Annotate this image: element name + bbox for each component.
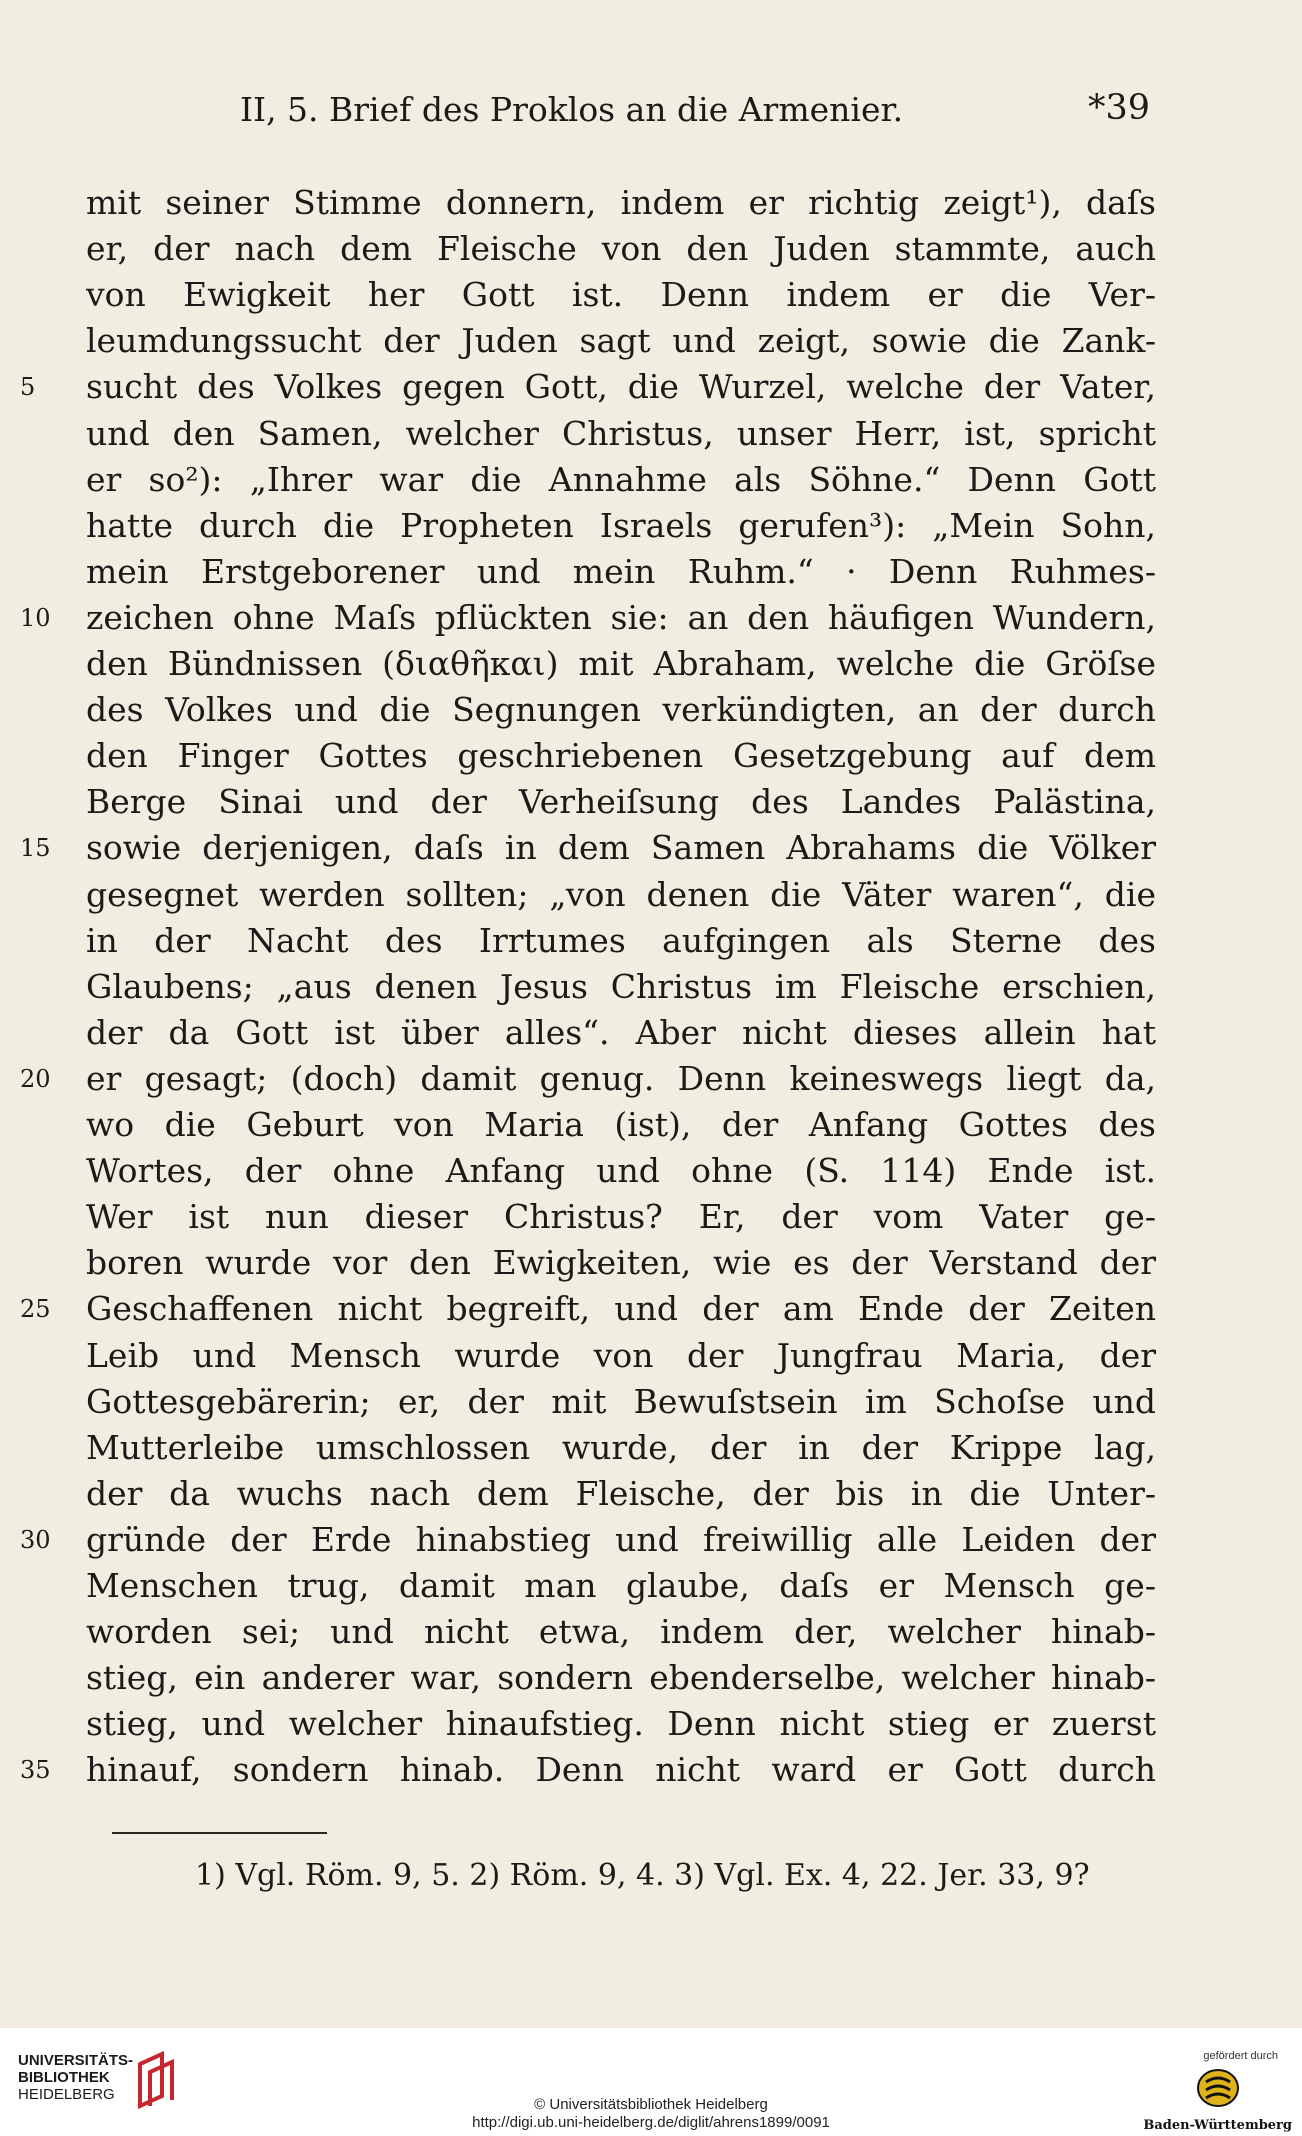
- text-line: Geschaffenen nicht begreift, und der am Ende der Zeiten: [86, 1289, 1156, 1328]
- source-url[interactable]: http://digi.ub.uni-heidelberg.de/diglit/ahrens1899/0091: [472, 2114, 830, 2131]
- library-name-line2: BIBLIOTHEK: [18, 2069, 110, 2086]
- line-number: 15: [20, 834, 51, 862]
- text-line: wo die Geburt von Maria (ist), der Anfang Gottes des: [86, 1105, 1156, 1144]
- library-name-line3: HEIDELBERG: [18, 2086, 115, 2103]
- line-number: 20: [20, 1065, 51, 1093]
- text-line: leumdungssucht der Juden sagt und zeigt, sowie die Zank-: [86, 321, 1156, 360]
- text-line: der da wuchs nach dem Fleische, der bis in die Unter-: [86, 1474, 1156, 1513]
- text-line: Glaubens; „aus denen Jesus Christus im Fleische erschien,: [86, 967, 1156, 1006]
- text-line: mein Erstgeborener und mein Ruhm.“ · Denn Ruhmes-: [86, 552, 1156, 591]
- text-line: Mutterleibe umschlossen wurde, der in der Krippe lag,: [86, 1428, 1156, 1467]
- footnotes: 1) Vgl. Röm. 9, 5. 2) Röm. 9, 4. 3) Vgl. Ex. 4, 22. Jer. 33, 9?: [195, 1858, 1090, 1893]
- text-line: Leib und Mensch wurde von der Jungfrau Maria, der: [86, 1336, 1156, 1375]
- text-line: mit seiner Stimme donnern, indem er richtig zeigt¹), daſs: [86, 183, 1156, 222]
- text-line: worden sei; und nicht etwa, indem der, welcher hinab-: [86, 1612, 1156, 1651]
- text-line: hinauf, sondern hinab. Denn nicht ward er Gott durch: [86, 1750, 1156, 1789]
- text-line: den Bündnissen (διαθῆκαι) mit Abraham, welche die Gröſse: [86, 644, 1156, 683]
- text-line: Berge Sinai und der Verheiſsung des Landes Palästina,: [86, 782, 1156, 821]
- line-number: 25: [20, 1295, 51, 1323]
- text-line: boren wurde vor den Ewigkeiten, wie es der Verstand der: [86, 1243, 1156, 1282]
- line-number: 10: [20, 604, 51, 632]
- copyright-block: [0, 2096, 1302, 2132]
- text-line: gründe der Erde hinabstieg und freiwillig alle Leiden der: [86, 1520, 1156, 1559]
- text-line: des Volkes und die Segnungen verkündigten, an der durch: [86, 690, 1156, 729]
- text-line: von Ewigkeit her Gott ist. Denn indem er die Ver-: [86, 275, 1156, 314]
- text-line: sucht des Volkes gegen Gott, die Wurzel, welche der Vater,: [86, 367, 1156, 406]
- text-line: Gottesgebärerin; er, der mit Bewuſstsein im Schoſse und: [86, 1382, 1156, 1421]
- text-line: der da Gott ist über alles“. Aber nicht dieses allein hat: [86, 1013, 1156, 1052]
- sponsor-label: gefördert durch: [1203, 2050, 1278, 2062]
- running-header: [240, 90, 1150, 138]
- header-title: II, 5. Brief des Proklos an die Armenier.: [240, 90, 904, 129]
- library-name-line1: UNIVERSITÄTS-: [18, 2052, 134, 2069]
- text-line: er so²): „Ihrer war die Annahme als Söhne.“ Denn Gott: [86, 460, 1156, 499]
- page-number: *39: [1087, 88, 1150, 128]
- copyright-text: © Universitätsbibliothek Heidelberg: [534, 2096, 768, 2113]
- text-line: und den Samen, welcher Christus, unser Herr, ist, spricht: [86, 414, 1156, 453]
- text-line: er, der nach dem Fleische von den Juden stammte, auch: [86, 229, 1156, 268]
- footnote-rule: [112, 1832, 327, 1834]
- sponsor-name: Baden-Württemberg: [1143, 2118, 1292, 2133]
- text-line: hatte durch die Propheten Israels gerufen³): „Mein Sohn,: [86, 506, 1156, 545]
- line-number: 5: [20, 373, 36, 401]
- text-line: Menschen trug, damit man glaube, daſs er Mensch ge-: [86, 1566, 1156, 1605]
- text-line: gesegnet werden sollten; „von denen die Väter waren“, die: [86, 875, 1156, 914]
- baden-wuerttemberg-crest-icon: [1196, 2068, 1240, 2108]
- text-line: Wortes, der ohne Anfang und ohne (S. 114) Ende ist.: [86, 1151, 1156, 1190]
- line-number: 35: [20, 1756, 51, 1784]
- text-line: er gesagt; (doch) damit genug. Denn keineswegs liegt da,: [86, 1059, 1156, 1098]
- digitization-footer: [0, 2028, 1302, 2136]
- line-number: 30: [20, 1526, 51, 1554]
- text-line: zeichen ohne Maſs pflückten sie: an den häufigen Wundern,: [86, 598, 1156, 637]
- text-line: den Finger Gottes geschriebenen Gesetzgebung auf dem: [86, 736, 1156, 775]
- text-line: sowie derjenigen, daſs in dem Samen Abrahams die Völker: [86, 828, 1156, 867]
- text-line: Wer ist nun dieser Christus? Er, der vom Vater ge-: [86, 1197, 1156, 1236]
- text-line: stieg, und welcher hinaufstieg. Denn nicht stieg er zuerst: [86, 1704, 1156, 1743]
- text-line: stieg, ein anderer war, sondern ebenderselbe, welcher hinab-: [86, 1658, 1156, 1697]
- text-line: in der Nacht des Irrtumes aufgingen als Sterne des: [86, 921, 1156, 960]
